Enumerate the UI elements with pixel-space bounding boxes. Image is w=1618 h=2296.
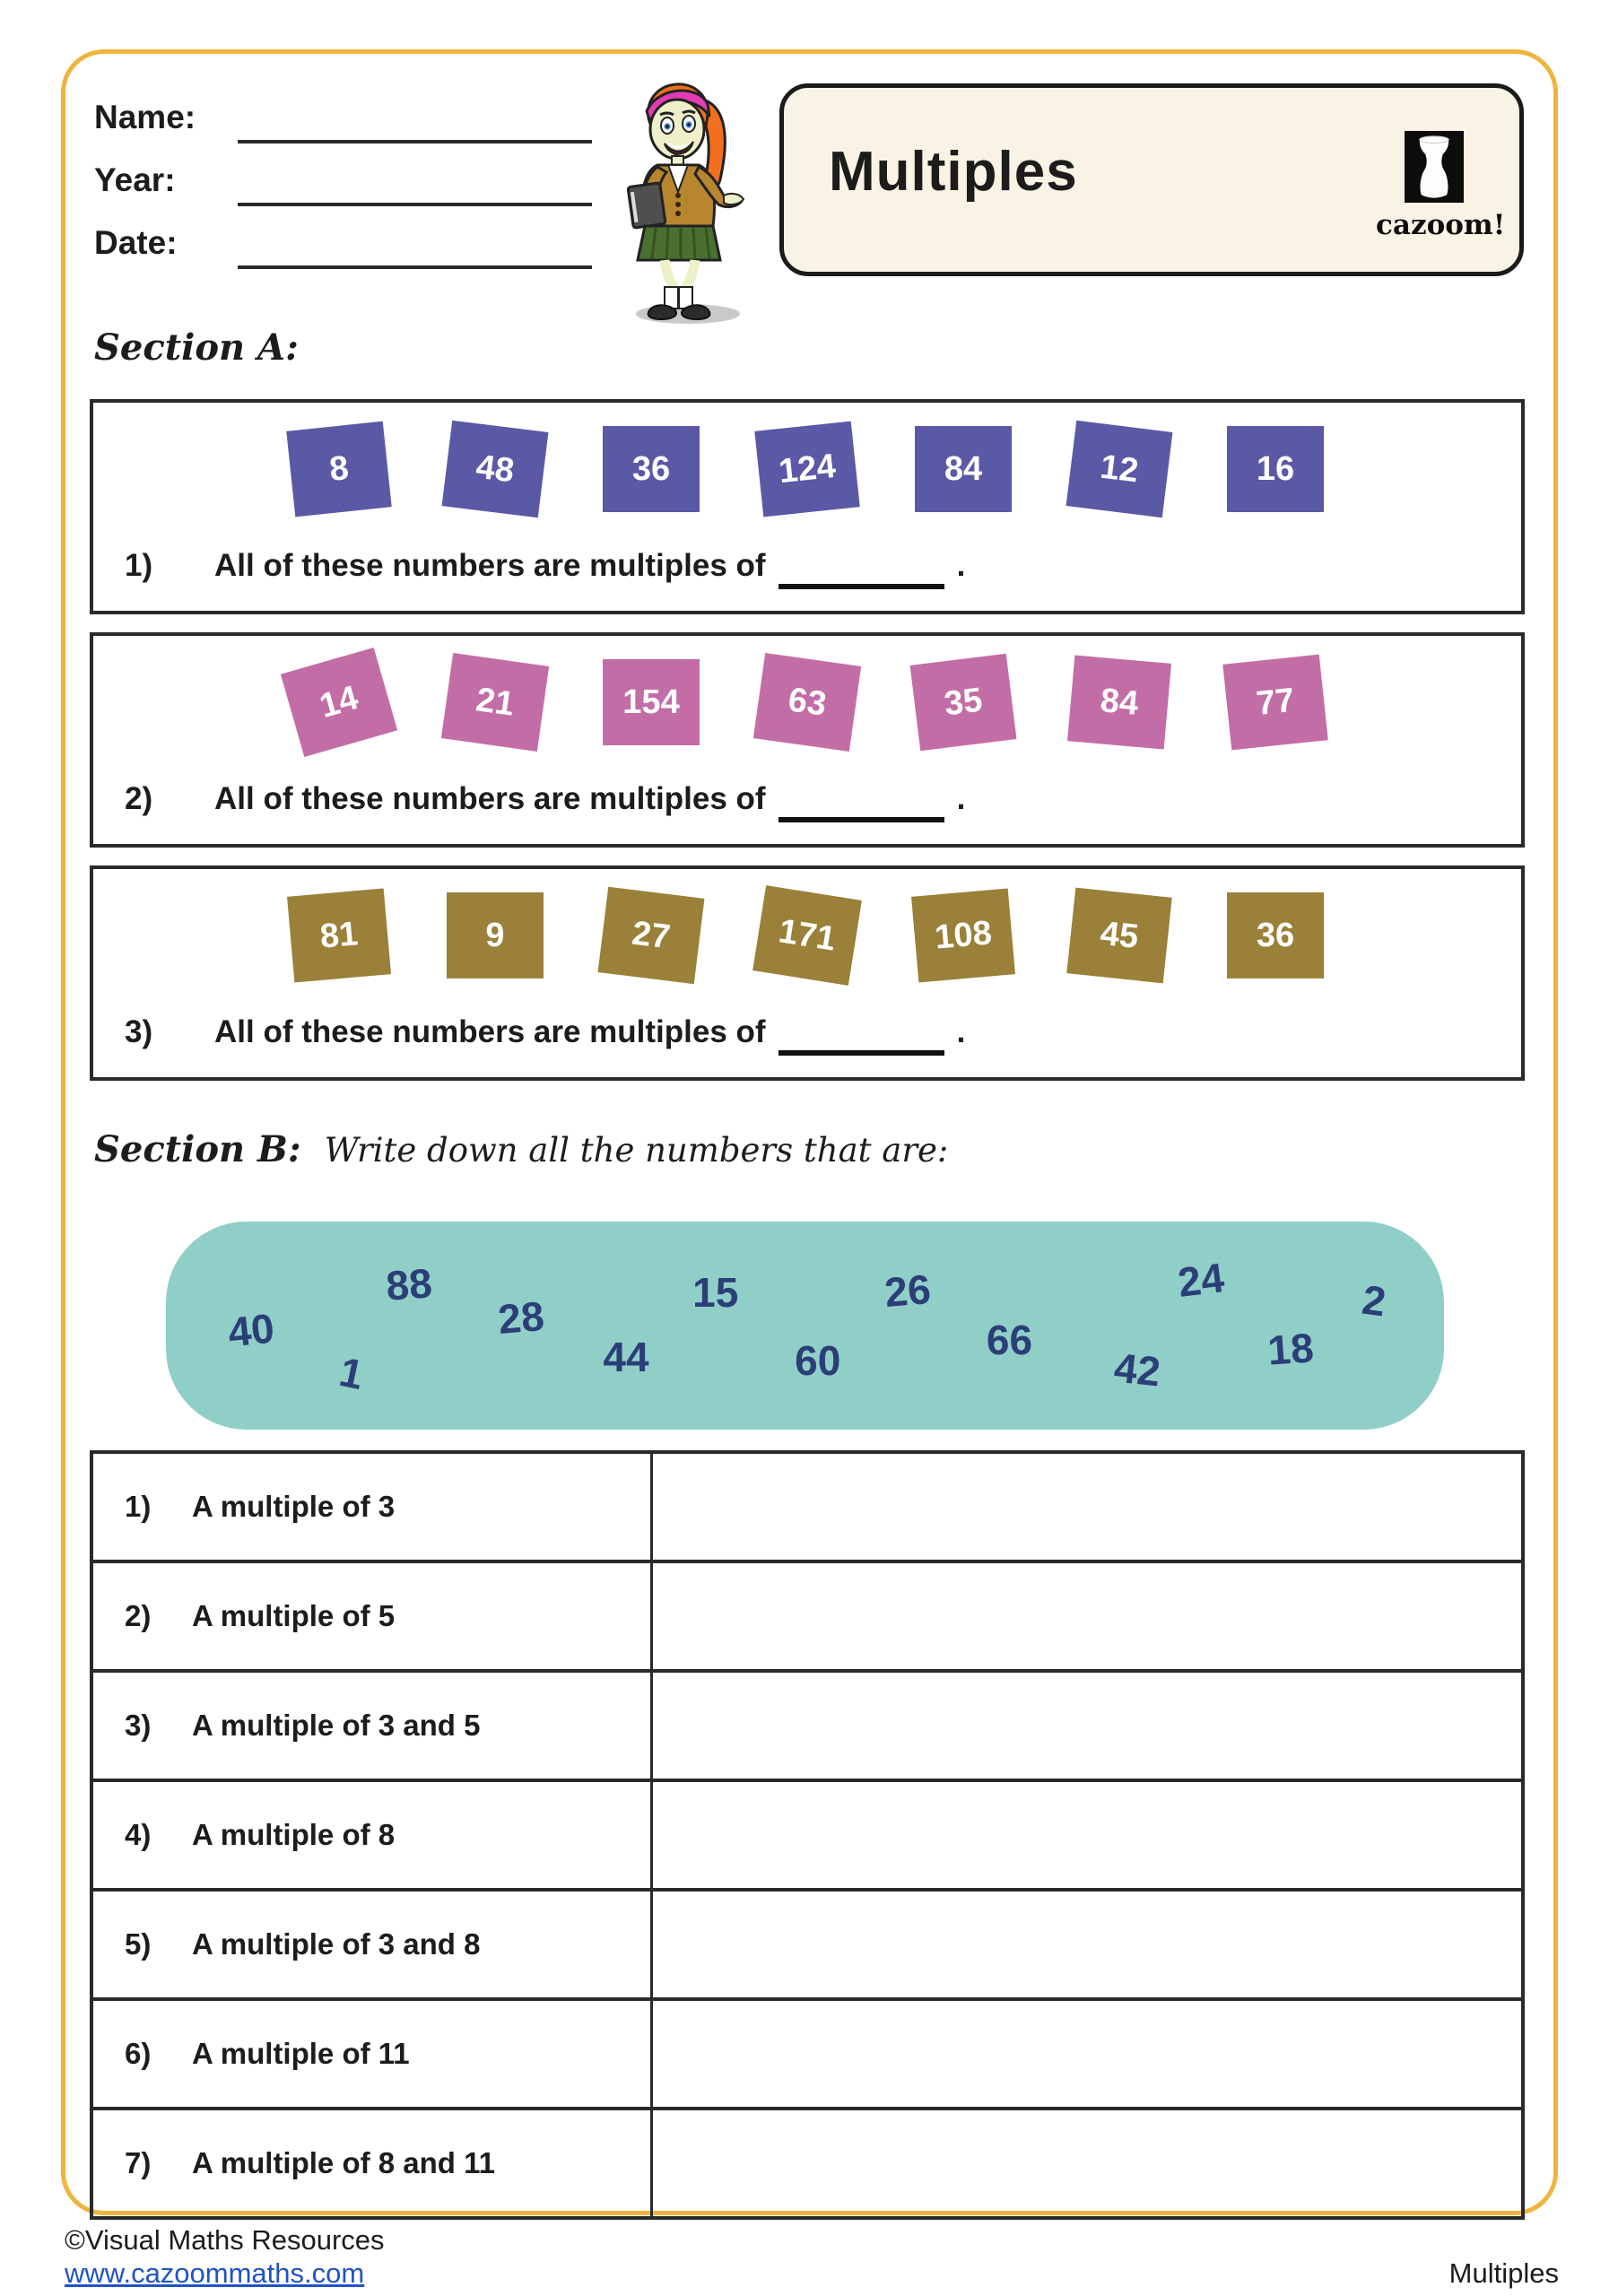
table-question-cell [93, 2001, 653, 2107]
question-line [125, 781, 965, 822]
pool-number: 1 [335, 1348, 368, 1399]
number-card: 124 [754, 422, 859, 517]
number-card-row [93, 426, 1521, 512]
table-question-cell [93, 1673, 653, 1779]
table-question-cell [93, 1563, 653, 1669]
number-card: 35 [910, 654, 1017, 751]
table-answer-cell[interactable] [653, 1892, 1521, 1997]
number-card-row [93, 892, 1521, 978]
table-row [93, 1779, 1521, 1888]
table-row [93, 1560, 1521, 1669]
number-card: 9 [447, 892, 544, 978]
question-suffix: . [956, 1014, 966, 1049]
name-input-line[interactable] [238, 140, 592, 144]
table-question-number: 5) [125, 1927, 152, 1961]
table-answer-cell[interactable] [653, 1563, 1521, 1669]
table-row [93, 1669, 1521, 1779]
question-number: 3) [125, 1014, 153, 1049]
number-card-row [93, 659, 1521, 745]
number-card: 14 [281, 648, 397, 757]
date-label: Date: [94, 224, 178, 261]
pool-number: 88 [384, 1258, 434, 1309]
question-prompt: All of these numbers are multiples of [214, 1014, 766, 1049]
table-question-label: A multiple of 3 and 8 [192, 1927, 481, 1961]
page-title: Multiples [829, 141, 1078, 203]
table-question-number: 4) [125, 1818, 152, 1851]
table-question-number: 1) [125, 1490, 152, 1523]
year-input-line[interactable] [238, 203, 592, 206]
table-question-label: A multiple of 3 [192, 1490, 396, 1523]
table-question-number: 6) [125, 2037, 152, 2070]
number-card: 84 [1067, 655, 1171, 749]
footer-page-label: Multiples [1448, 2257, 1559, 2289]
question-prompt: All of these numbers are multiples of [214, 548, 766, 583]
answer-blank[interactable] [779, 548, 944, 589]
table-answer-cell[interactable] [653, 1673, 1521, 1779]
table-question-cell [93, 1782, 653, 1888]
pool-number: 66 [986, 1317, 1033, 1364]
pool-number: 42 [1111, 1344, 1163, 1396]
number-card: 27 [598, 887, 705, 984]
number-card: 81 [287, 888, 391, 982]
table-answer-cell[interactable] [653, 2110, 1521, 2216]
table-question-label: A multiple of 8 [192, 1818, 396, 1851]
number-card: 36 [1227, 892, 1324, 978]
number-card: 21 [441, 653, 549, 752]
pool-number: 15 [692, 1268, 739, 1316]
pool-number: 60 [795, 1337, 841, 1385]
number-card: 154 [603, 659, 700, 745]
pool-number: 28 [496, 1292, 546, 1343]
question-box-2 [90, 632, 1525, 848]
number-card: 171 [752, 885, 862, 986]
question-box-3 [90, 865, 1525, 1081]
table-question-label: A multiple of 5 [192, 1599, 396, 1632]
question-line [125, 1014, 965, 1056]
question-number: 2) [125, 781, 153, 816]
table-answer-cell[interactable] [653, 1454, 1521, 1560]
section-a-heading: Section A: [94, 326, 299, 369]
table-answer-cell[interactable] [653, 2001, 1521, 2107]
table-row [93, 1888, 1521, 1997]
pool-number: 44 [603, 1333, 649, 1380]
number-card: 48 [442, 421, 549, 517]
table-question-cell [93, 1892, 653, 1997]
name-label: Name: [94, 99, 196, 135]
number-card: 77 [1222, 655, 1327, 751]
table-row [93, 1997, 1521, 2107]
table-question-label: A multiple of 3 and 5 [192, 1709, 481, 1742]
question-prompt: All of these numbers are multiples of [214, 781, 766, 816]
table-question-label: A multiple of 11 [192, 2037, 410, 2070]
table-question-label: A multiple of 8 and 11 [192, 2146, 496, 2179]
answer-blank[interactable] [779, 781, 944, 822]
year-label: Year: [94, 161, 176, 198]
question-suffix: . [956, 548, 966, 583]
number-card: 12 [1066, 421, 1173, 517]
answers-table [90, 1450, 1525, 2220]
date-input-line[interactable] [238, 265, 592, 269]
question-line [125, 548, 965, 589]
question-suffix: . [956, 781, 966, 816]
table-question-cell [93, 1454, 653, 1560]
cazoom-logo [1376, 131, 1506, 241]
number-card: 63 [753, 653, 861, 752]
section-b-heading-row [94, 1128, 948, 1170]
answer-blank[interactable] [779, 1014, 944, 1056]
pool-number: 2 [1359, 1275, 1388, 1326]
question-box-1 [90, 399, 1525, 614]
number-pool [166, 1222, 1444, 1430]
number-card: 36 [603, 426, 700, 512]
number-card: 8 [286, 422, 391, 517]
number-card: 45 [1066, 888, 1171, 984]
table-question-cell [93, 2110, 653, 2216]
table-question-number: 3) [125, 1709, 152, 1742]
question-number: 1) [125, 548, 153, 583]
copyright-text: ©Visual Maths Resources [65, 2224, 385, 2256]
section-b-instruction: Write down all the numbers that are: [324, 1131, 949, 1170]
pool-number: 18 [1266, 1323, 1316, 1374]
number-card: 84 [915, 426, 1012, 512]
logo-wordmark: cazoom! [1376, 209, 1506, 241]
pool-number: 26 [882, 1265, 933, 1316]
table-question-number: 7) [125, 2146, 152, 2179]
number-card: 108 [911, 888, 1015, 982]
number-card: 16 [1227, 426, 1324, 512]
cazoommaths-link[interactable]: www.cazoommaths.com [65, 2257, 365, 2289]
table-answer-cell[interactable] [653, 1782, 1521, 1888]
table-row [93, 2107, 1521, 2216]
pool-number: 40 [226, 1304, 277, 1356]
pool-number: 24 [1175, 1254, 1227, 1306]
table-row [93, 1454, 1521, 1560]
djembe-drum-icon [1405, 131, 1464, 203]
table-question-number: 2) [125, 1599, 152, 1632]
schoolgirl-cartoon-illustration [613, 59, 756, 328]
title-box [779, 83, 1524, 276]
section-b-heading: Section B: [94, 1128, 301, 1170]
